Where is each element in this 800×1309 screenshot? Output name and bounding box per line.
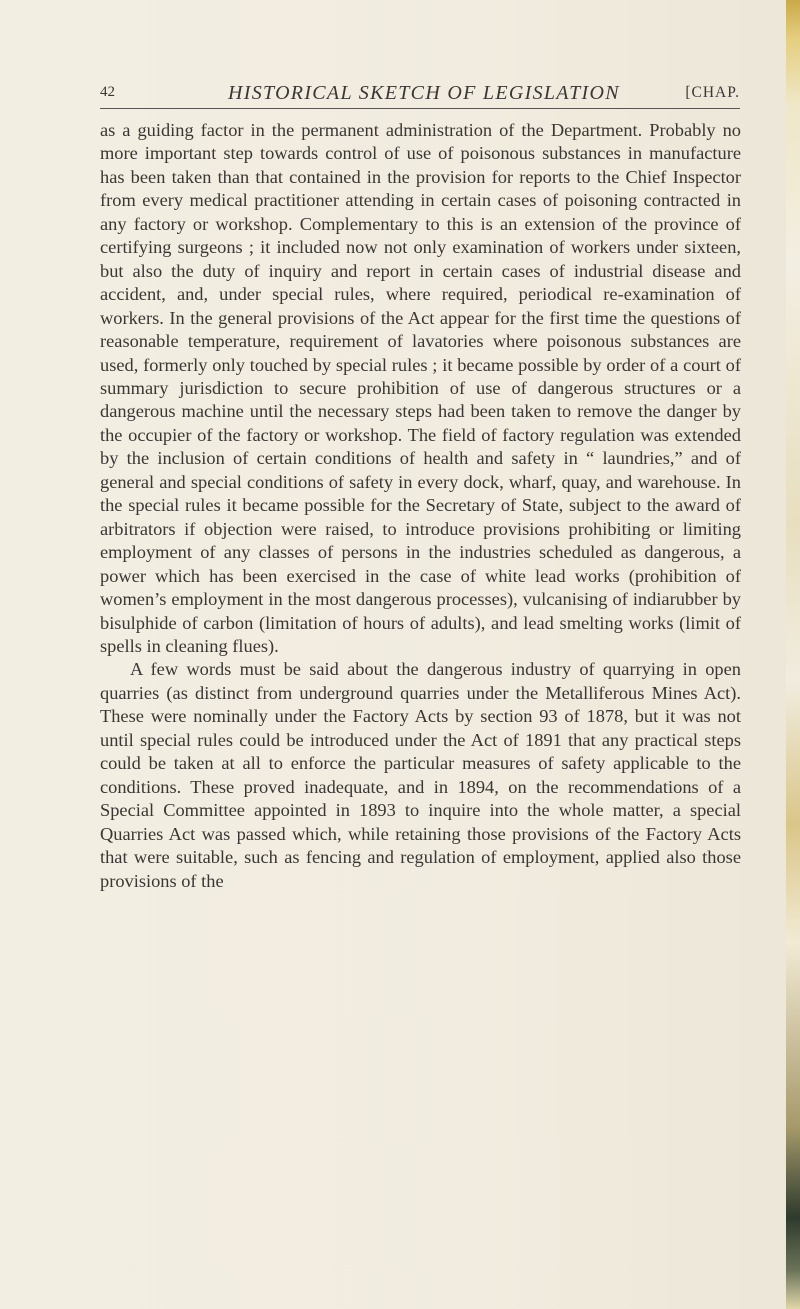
body-text <box>100 119 741 893</box>
chapter-marker: [CHAP. <box>685 84 740 101</box>
page-number: 42 <box>100 84 115 100</box>
paragraph: A few words must be said about the dangerous industry of quarrying in open quarries (as distinct from underground quarries under the Metalliferous Mines Act). These were nominally under the Factory Acts by section 93 of 1878, but it was not until special rules could be introduced under the Act of 1891 that any practical steps could be taken at all to enforce the particular measures of safety applicable to the conditions. These proved inadequate, and in 1894, on the recommendations of a Special Committee appointed in 1893 to inquire into the whole matter, a special Quarries Act was passed which, while retaining those provisions of the Factory Acts that were suitable, such as fencing and regulation of employment, applied also those provisions of the <box>100 659 741 891</box>
page-edge-shadow <box>786 0 800 1309</box>
paragraph: as a guiding factor in the permanent administration of the Department. Probably no more important step towards control of use of poisonous substances in manufacture has been taken than that contained in the provision for reports to the Chief Inspector from every medical practitioner attending in certain cases of poisoning contracted in any factory or workshop. Complementary to this is an extension of the province of certifying surgeons ; it included now not only examination of workers under sixteen, but also the duty of inquiry and report in certain cases of industrial disease and accident, and, under special rules, where required, periodical re-examination of workers. In the general provisions of the Act appear for the first time the questions of reasonable temperature, requirement of lavatories where poisonous substances are used, formerly only touched by special rules ; it became possible by order of a court of summary jurisdiction to secure prohibition of use of dangerous structures or a dangerous machine until the necessary steps had been taken to remove the danger by the occupier of the factory or workshop. The field of factory regulation was extended by the inclusion of certain conditions of health and safety in “ laundries,” and of general and special conditions of safety in every dock, wharf, quay, and warehouse. In the special rules it became possible for the Secretary of State, subject to the award of arbitrators if objection were raised, to introduce provisions prohibiting or limiting employment of any classes of persons in the industries scheduled as dangerous, a power which has been exercised in the case of white lead works (prohibition of women’s employment in the most dangerous processes), vulcanising of indiarubber by bisulphide of carbon (limitation of hours of adults), and lead smelting works (limit of spells in cleaning flues). <box>100 120 741 656</box>
running-title: HISTORICAL SKETCH OF LEGISLATION <box>228 82 620 104</box>
running-head <box>100 82 740 109</box>
